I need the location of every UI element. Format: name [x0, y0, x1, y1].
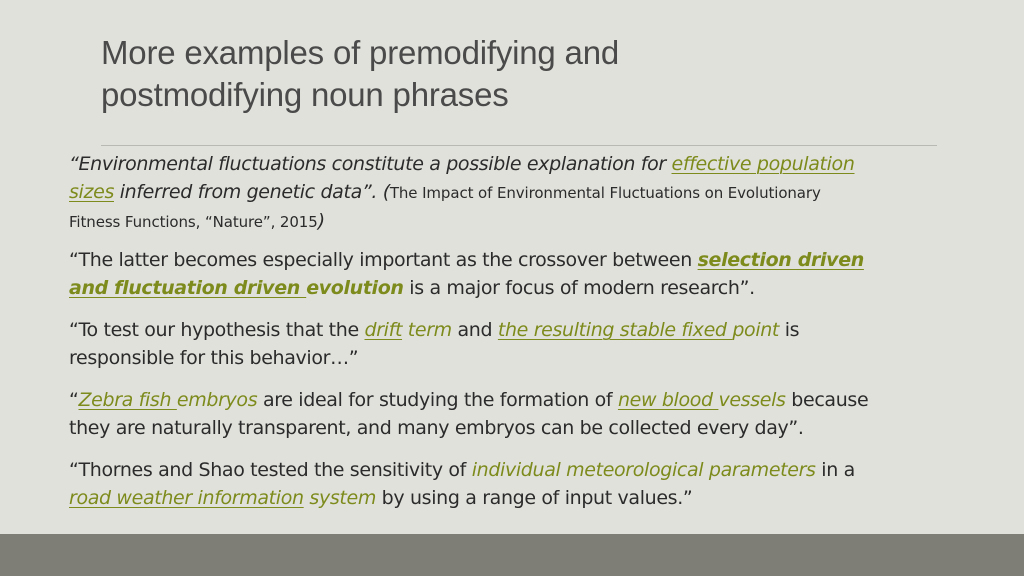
quote-text: in a — [815, 459, 855, 481]
noun-phrase-highlight: individual meteorological parameters — [471, 459, 816, 481]
noun-phrase-highlight: the resulting stable fixed — [497, 319, 733, 341]
quote-text: inferred from genetic data”. — [114, 181, 383, 203]
noun-phrase-highlight: drift — [364, 319, 403, 341]
quote-text: ) — [317, 210, 325, 232]
quote-text: “Environmental fluctuations constitute a possible explanation for — [69, 153, 672, 175]
noun-phrase-highlight: and fluctuation driven — [69, 277, 307, 299]
quote-line — [69, 456, 959, 484]
noun-phrase-highlight: embryos — [176, 389, 258, 411]
footer-bar — [0, 534, 1024, 576]
quote-line — [69, 207, 959, 236]
quote-line — [69, 414, 959, 442]
quote-text: is — [779, 319, 800, 341]
slide-body — [69, 150, 959, 526]
quote-text: by using a range of input values.” — [375, 487, 693, 509]
example-quote-5 — [69, 456, 959, 512]
quote-text: is a major focus of modern research”. — [403, 277, 755, 299]
quote-line — [69, 484, 959, 512]
quote-text: they are naturally transparent, and many embryos can be collected every day”. — [69, 417, 804, 439]
quote-text: because — [785, 389, 869, 411]
example-quote-2 — [69, 246, 959, 302]
quote-text: “To test our hypothesis that the — [69, 319, 365, 341]
quote-text: responsible for this behavior…” — [69, 347, 359, 369]
quote-text: are ideal for studying the formation of — [257, 389, 618, 411]
noun-phrase-highlight: sizes — [69, 181, 114, 203]
noun-phrase-highlight: term — [407, 319, 452, 341]
title-divider — [101, 145, 937, 146]
quote-text: Fitness Functions, “Nature”, 2015 — [69, 213, 318, 231]
quote-text: “The latter becomes especially important as the crossover between — [69, 249, 698, 271]
noun-phrase-highlight: point — [732, 319, 780, 341]
example-quote-1 — [69, 150, 959, 236]
quote-text: The Impact of Environmental Fluctuations on Evolutionary — [389, 184, 821, 202]
noun-phrase-highlight: evolution — [306, 277, 404, 299]
quote-line — [69, 150, 959, 178]
noun-phrase-highlight: system — [309, 487, 376, 509]
quote-text: “ — [69, 389, 79, 411]
quote-line — [69, 274, 959, 302]
slide-title — [101, 32, 901, 116]
noun-phrase-highlight: selection driven — [697, 249, 864, 271]
quote-line — [69, 246, 959, 274]
example-quote-4 — [69, 386, 959, 442]
slide-title-line: postmodifying noun phrases — [101, 76, 509, 113]
quote-text: “Thornes and Shao tested the sensitivity of — [69, 459, 472, 481]
slide-title-line: More examples of premodifying and — [101, 34, 620, 71]
noun-phrase-highlight: effective population — [671, 153, 855, 175]
quote-line — [69, 344, 959, 372]
example-quote-3 — [69, 316, 959, 372]
noun-phrase-highlight: new blood — [617, 389, 719, 411]
quote-line — [69, 178, 959, 207]
quote-line — [69, 386, 959, 414]
quote-text: and — [451, 319, 498, 341]
quote-text: ( — [382, 181, 390, 203]
noun-phrase-highlight: road weather information — [69, 487, 304, 509]
quote-line — [69, 316, 959, 344]
noun-phrase-highlight: Zebra fish — [78, 389, 177, 411]
noun-phrase-highlight: vessels — [718, 389, 786, 411]
